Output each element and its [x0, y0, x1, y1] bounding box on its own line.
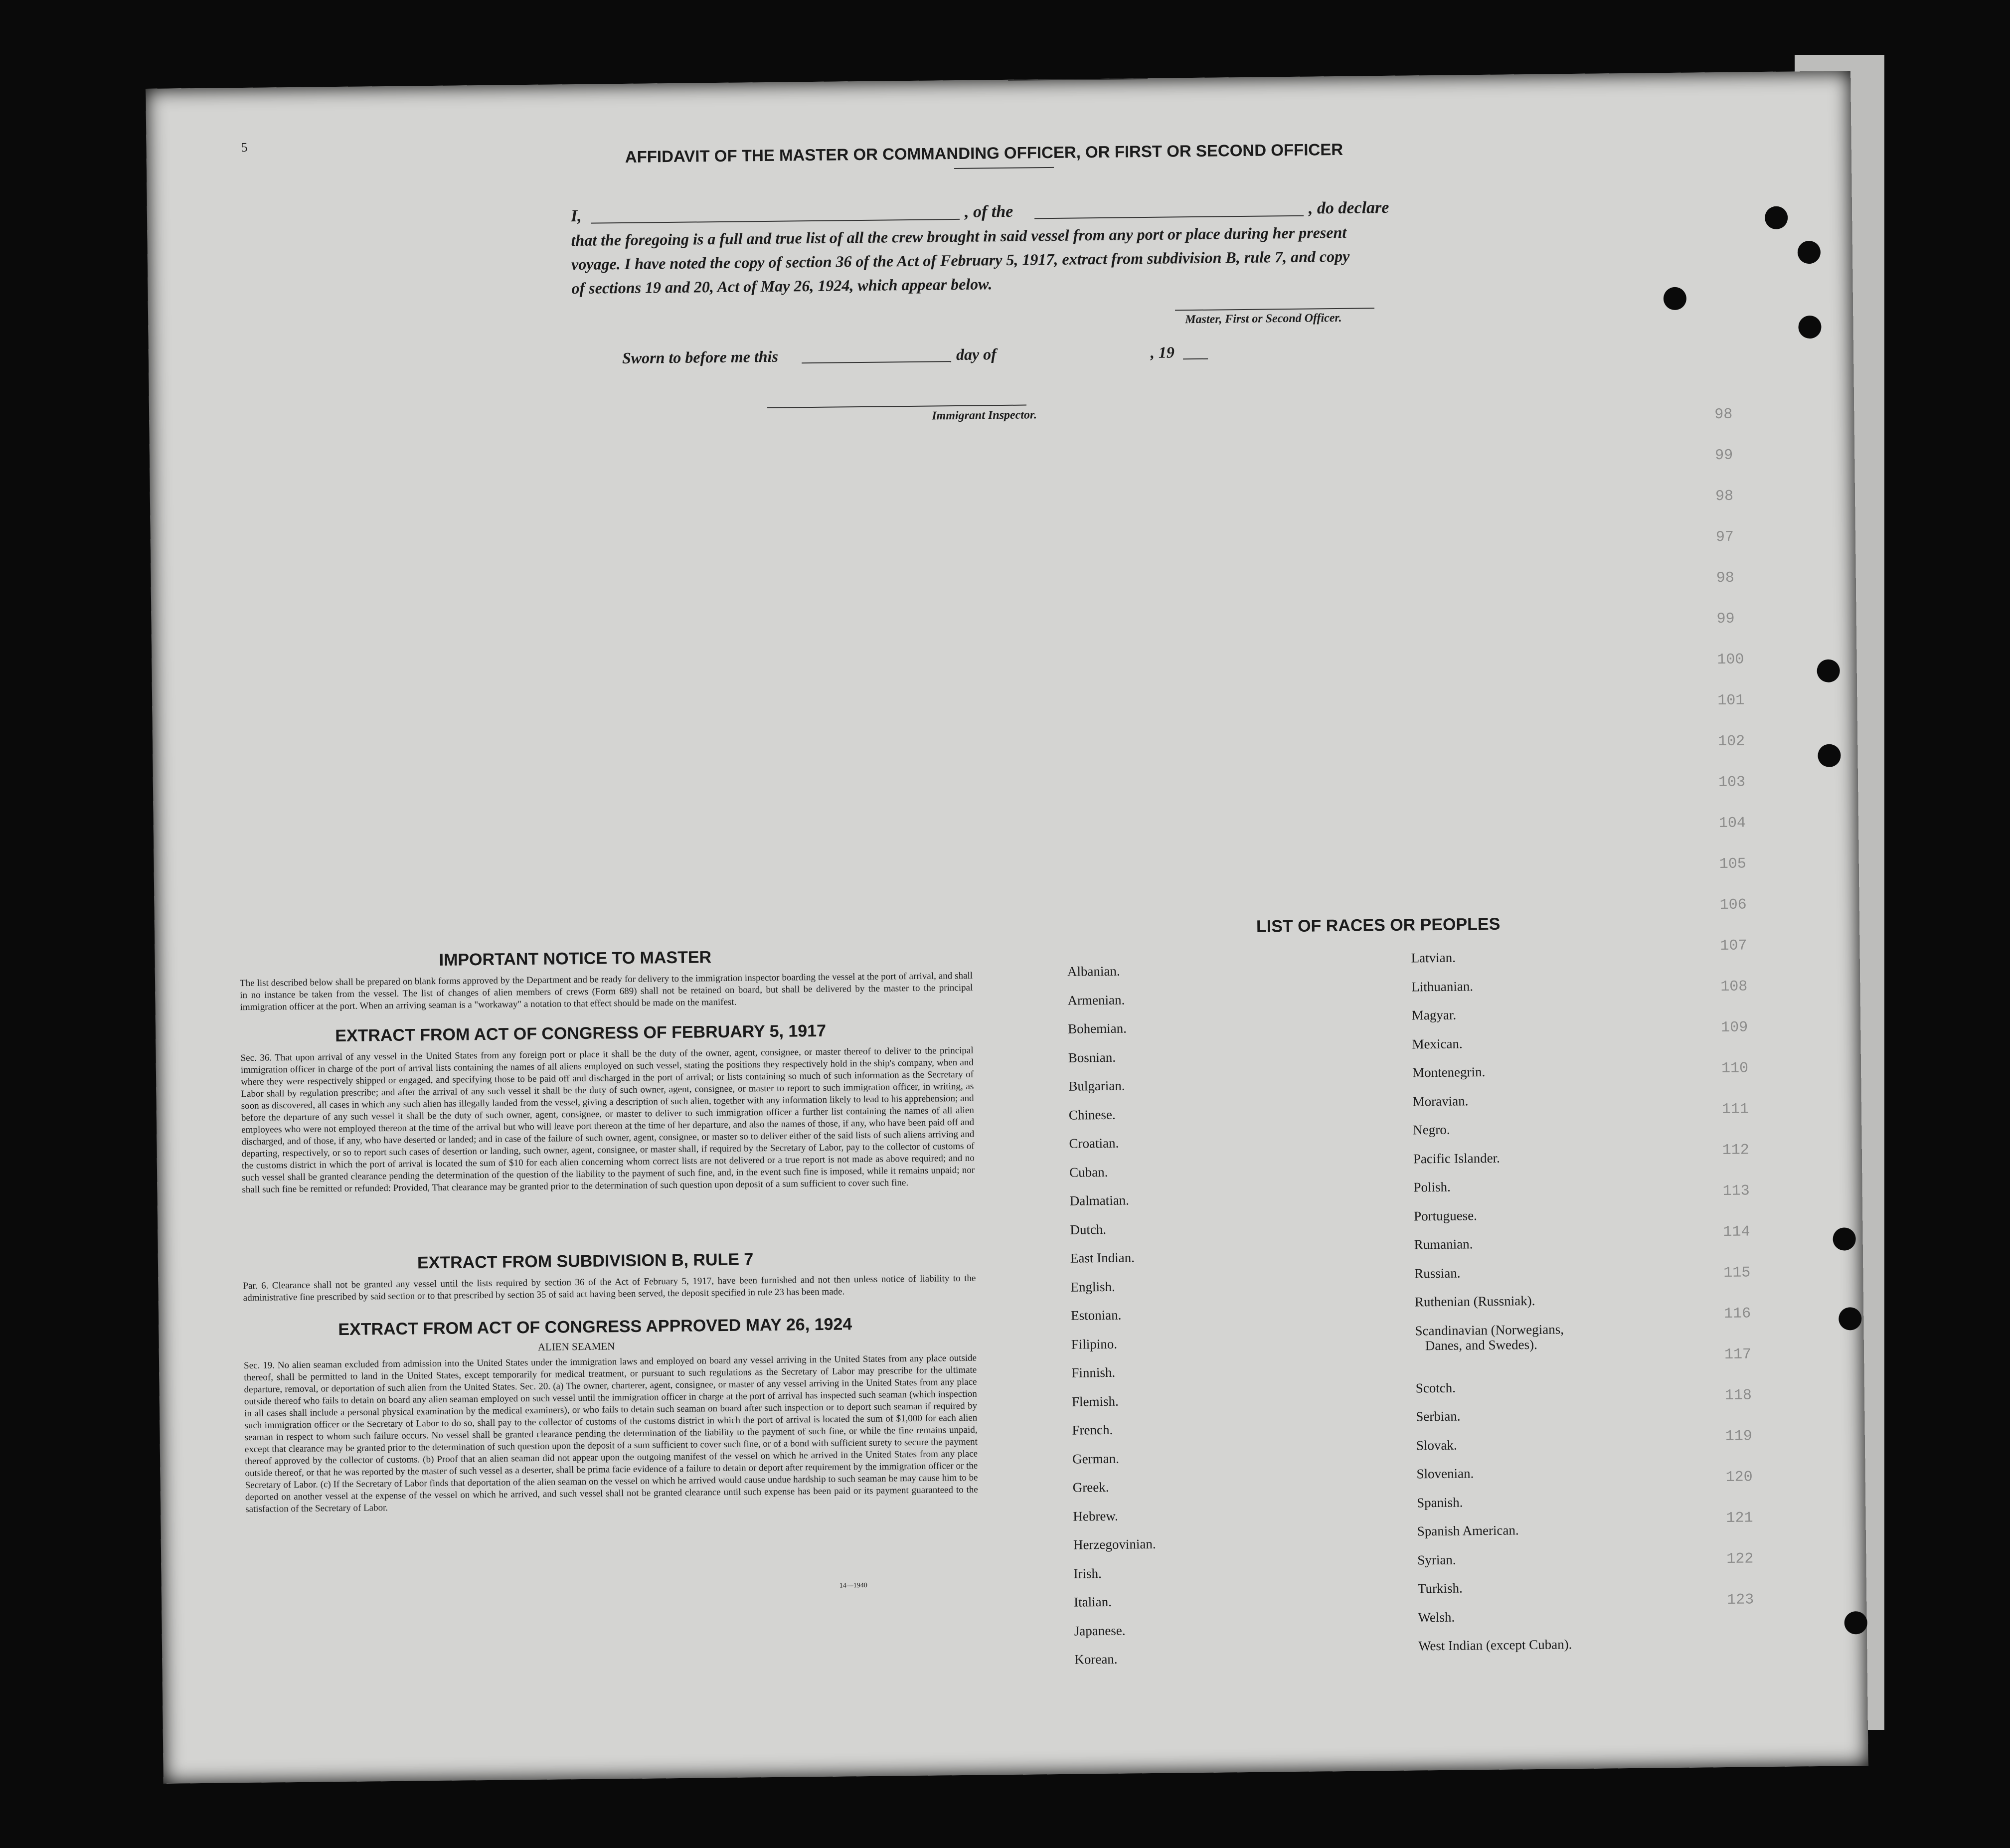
binder-hole: [1817, 659, 1840, 682]
row-number: 121: [1726, 1510, 1753, 1527]
race-item: Irish.: [1073, 1565, 1102, 1581]
race-item: Dutch.: [1070, 1221, 1107, 1237]
race-item: Bulgarian.: [1068, 1078, 1125, 1094]
race-item: Estonian.: [1071, 1307, 1122, 1323]
affidavit-declare: , do declare: [1308, 198, 1389, 218]
row-number: 102: [1718, 733, 1745, 751]
row-number: 122: [1726, 1550, 1754, 1568]
extract-1917-title: EXTRACT FROM ACT OF CONGRESS OF FEBRUARY 5, 1917: [335, 1021, 827, 1046]
binder-hole: [1839, 1307, 1861, 1330]
race-item: Cuban.: [1069, 1164, 1108, 1180]
race-item: West Indian (except Cuban).: [1418, 1637, 1572, 1654]
race-item: Polish.: [1413, 1179, 1451, 1195]
signature-caption: Master, First or Second Officer.: [1185, 311, 1342, 327]
race-item: Magyar.: [1411, 1007, 1457, 1023]
race-item: Scandinavian (Norwegians,: [1415, 1321, 1564, 1338]
form-number: 14—1940: [839, 1582, 867, 1590]
row-number: 99: [1714, 447, 1733, 465]
sworn-day-line: [802, 361, 951, 363]
race-item: Spanish American.: [1417, 1522, 1519, 1539]
vessel-line: [1034, 215, 1304, 219]
race-item: Russian.: [1414, 1265, 1461, 1281]
race-item: Armenian.: [1067, 992, 1125, 1008]
race-item: Negro.: [1413, 1122, 1450, 1138]
row-number: 108: [1720, 978, 1748, 996]
row-number: 101: [1717, 692, 1745, 710]
race-item: French.: [1072, 1422, 1113, 1438]
affidavit-line-3: voyage. I have noted the copy of section 36 of the Act of February 5, 1917, extract from subdivision B, rule 7, and copy: [571, 247, 1350, 274]
row-number: 120: [1725, 1469, 1753, 1486]
races-left-column: [1067, 963, 1158, 1680]
race-item: Slovenian.: [1416, 1466, 1474, 1482]
race-item: Welsh.: [1418, 1609, 1455, 1625]
race-item: Latvian.: [1411, 950, 1456, 966]
row-number: 98: [1715, 488, 1734, 505]
row-number: 115: [1723, 1264, 1751, 1282]
row-number: 104: [1718, 815, 1746, 833]
row-number: 114: [1723, 1223, 1750, 1241]
race-item: Italian.: [1074, 1594, 1112, 1610]
row-number: 98: [1714, 406, 1733, 424]
sworn-month-line: [1008, 78, 1148, 81]
races-right-column: [1411, 949, 1572, 1667]
row-number: 118: [1724, 1387, 1752, 1404]
race-item: Croatian.: [1069, 1135, 1119, 1151]
affidavit-line-4: of sections 19 and 20, Act of May 26, 1924, which appear below.: [571, 275, 993, 298]
signature-line: [1175, 308, 1374, 311]
inspector-line: [767, 405, 1026, 408]
row-number: 113: [1722, 1182, 1750, 1200]
inspector-caption: Immigrant Inspector.: [932, 408, 1037, 423]
race-item: Turkish.: [1417, 1580, 1463, 1596]
extract-1924-text: Sec. 19. No alien seaman excluded from admission into the United States under the immigration laws and employed on board any vessel arriving in the United States from any place outside thereof, shall be permitted to land in the United States, except temporarily for medical treatment, or pursuant to such regulations as the Secretary of Labor may prescribe for the ultimate departure, removal, or deportation of such alien from the United States. Sec. 20. (a) The owner, charterer, agent, consignee, or master of any vessel arriving in the United States from any place outside thereof who fails to detain on board any alien seaman employed on such vessel until the immigration officer in charge at the port of arrival has inspected such seaman (which inspection in all cases shall include a personal physical examination by the medical examiners), or who fails to detain such seaman on board after such inspection or to deport such seaman if required by such immigration officer or the Secretary of Labor to do so, shall pay to the collector of customs of the customs district in which the port of arrival is located the sum of $1,000 for each alien seaman in respect to whom such failure occurs. No vessel shall be granted clearance pending the determination of the liability to the payment of such fine, or while the fine remains unpaid, except that clearance may be granted prior to the determination of such question upon the deposit of a sum sufficient to cover such fine, or of a bond with sufficient surety to secure the payment thereof approved by the collector of customs. (b) Proof that an alien seaman did not appear upon the outgoing manifest of the vessel on which he arrived in the United States from any place outside thereof, or that he was reported by the master of such vessel as a deserter, shall be prima facie evidence of a failure to detain or deport after requirement by the immigration officer or the Secretary of Labor. (c) If the Secretary of Labor finds that deportation of the alien seaman on the vessel on which he arrived would cause undue hardship to such seaman he may cause him to be deported on another vessel at the expense of the vessel on which he arrived, and such vessel shall not be granted clearance until such expense has been paid or its payment guaranteed to the satisfaction of the Secretary of Labor.: [244, 1352, 978, 1515]
race-item: Herzegovinian.: [1073, 1536, 1156, 1552]
race-item: Japanese.: [1074, 1623, 1126, 1639]
row-number: 111: [1721, 1101, 1749, 1119]
race-item: Moravian.: [1412, 1093, 1469, 1109]
race-item: Lithuanian.: [1411, 978, 1474, 995]
binder-hole: [1844, 1611, 1867, 1634]
sworn-year: , 19: [1150, 343, 1175, 361]
extract-1924-title: EXTRACT FROM ACT OF CONGRESS APPROVED MAY 26, 1924: [338, 1315, 852, 1340]
race-item: Scotch.: [1415, 1380, 1456, 1395]
extract-rule7-title: EXTRACT FROM SUBDIVISION B, RULE 7: [417, 1250, 754, 1273]
row-number: 106: [1719, 896, 1747, 914]
document-page: [146, 71, 1868, 1784]
race-item: Pacific Islander.: [1413, 1150, 1500, 1166]
affidavit-of-the: , of the: [964, 202, 1013, 221]
row-number: 99: [1716, 610, 1735, 628]
row-number: 110: [1721, 1060, 1749, 1078]
race-item: Finnish.: [1071, 1364, 1116, 1380]
affidavit-line-2: that the foregoing is a full and true list of all the crew brought in said vessel from any port or place during her present: [571, 223, 1347, 250]
affidavit-i: I,: [570, 206, 582, 226]
page-number: 5: [241, 140, 248, 155]
binder-hole: [1798, 316, 1821, 338]
race-item: Albanian.: [1067, 963, 1120, 979]
race-item: Filipino.: [1071, 1336, 1118, 1352]
race-item: Hebrew.: [1073, 1508, 1118, 1524]
row-number: 117: [1724, 1346, 1752, 1363]
race-item: German.: [1072, 1451, 1120, 1467]
row-number: 112: [1722, 1142, 1749, 1159]
race-item: Flemish.: [1071, 1393, 1119, 1409]
race-item: Slovak.: [1416, 1437, 1457, 1453]
race-item: Bohemian.: [1067, 1020, 1127, 1036]
row-number: 97: [1715, 528, 1734, 546]
race-item: Spanish.: [1416, 1494, 1463, 1510]
row-number: 109: [1721, 1019, 1748, 1037]
binder-hole: [1664, 287, 1686, 310]
race-item: Korean.: [1074, 1651, 1118, 1667]
row-number: 105: [1719, 855, 1746, 873]
binder-hole: [1833, 1227, 1855, 1250]
races-title: LIST OF RACES OR PEOPLES: [1256, 914, 1501, 936]
sworn-year-line: [1183, 358, 1208, 360]
race-item: Rumanian.: [1414, 1236, 1473, 1252]
race-item: English.: [1070, 1279, 1115, 1295]
race-item: Dalmatian.: [1069, 1192, 1130, 1208]
row-number: 116: [1724, 1305, 1751, 1323]
row-number: 119: [1725, 1428, 1752, 1445]
extract-1917-text: Sec. 36. That upon arrival of any vessel in the United States from any foreign port or place it shall be the duty of the owner, agent, consignee, or master thereof to deliver to the principal immigration officer in charge of the port of arrival lists containing the names of all aliens employed on such vessel, stating the positions they respectively hold in the ship's company, when and where they were respectively shipped or engaged, and specifying those to be paid off and discharged in the port of arrival; or lists containing so much of such information as the Secretary of Labor shall by regulation prescribe; and after the arrival of any such vessel it shall be the duty of such owner, agent, consignee, or master to report to such immigration officer, in writing, as soon as discovered, all cases in which any such alien has illegally landed from the vessel, giving a description of such alien, together with any information likely to lead to his apprehension; and before the departure of any such vessel it shall be the duty of such owner, agent, consignee, or master to deliver to such immigration officer a further list containing the names of all alien employees who were not employed thereon at the time of the arrival but who will leave port thereon at the time of her departure, and also the names of those, if any, who have been paid off and discharged, and of those, if any, who have deserted or landed; and in case of the failure of such owner, agent, consignee, or master so to deliver either of the said lists of such aliens arriving and departing, respectively, or so to report such cases of desertion or landing, such owner, agent, consignee, or master shall, if required by the Secretary of Labor, pay to the collector of customs of the customs district in which the port of arrival is located the sum of $10 for each alien concerning whom correct lists are not delivered or a true report is not made as above required; and no such vessel shall be granted clearance pending the determination of the question of the liability to the payment of such fine, and, in the event such fine is imposed, while it remains unpaid; nor shall such fine be remitted or refunded: Provided, That clearance may be granted prior to the determination of such question upon deposit of a sum sufficient to cover such fine.: [240, 1045, 975, 1195]
alien-seamen-subtitle: ALIEN SEAMEN: [537, 1340, 615, 1353]
race-item: Serbian.: [1416, 1408, 1461, 1424]
race-item: Mexican.: [1412, 1035, 1463, 1052]
row-number: 123: [1727, 1591, 1754, 1609]
sworn-prefix: Sworn to before me this: [622, 347, 779, 367]
race-item: Chinese.: [1068, 1107, 1116, 1123]
sworn-day-of: day of: [956, 345, 997, 364]
row-number: 107: [1720, 937, 1747, 955]
race-item: Danes, and Swedes).: [1425, 1337, 1537, 1353]
race-item: Bosnian.: [1068, 1049, 1116, 1065]
race-item: Portuguese.: [1413, 1207, 1477, 1223]
row-number: 100: [1717, 651, 1744, 669]
binder-hole: [1765, 206, 1788, 229]
row-number: 103: [1718, 774, 1746, 792]
bleed-through-row-numbers: [1714, 406, 1762, 1633]
binder-hole: [1818, 744, 1841, 767]
extract-rule7-text: Par. 6. Clearance shall not be granted any vessel until the lists required by section 36 of the Act of February 5, 1917, have been furnished and not then unless notice of liability to the administrative fine prescribed by said section or to that prescribed by section 35 of said act having been served, the deposit specified in rule 23 has been made.: [243, 1273, 976, 1304]
important-notice-text: The list described below shall be prepared on blank forms approved by the Department and be ready for delivery to the immigration inspector boarding the vessel at the port of arrival, and shall in no instance be taken from the vessel. The list of changes of alien members of crews (Form 689) shall not be retained on board, but shall be delivered by the master to the principal immigration officer at the port. When an arriving seaman is a "workaway" a notation to that effect should be made on the manifest.: [239, 970, 973, 1013]
race-item: Ruthenian (Russniak).: [1414, 1293, 1535, 1310]
race-item: East Indian.: [1070, 1250, 1135, 1266]
binder-hole: [1798, 241, 1821, 264]
row-number: 98: [1716, 569, 1734, 587]
race-item: Montenegrin.: [1412, 1064, 1486, 1080]
important-notice-title: IMPORTANT NOTICE TO MASTER: [439, 948, 712, 970]
name-line: [591, 219, 960, 224]
affidavit-title: AFFIDAVIT OF THE MASTER OR COMMANDING OFFICER, OR FIRST OR SECOND OFFICER: [625, 140, 1343, 166]
race-item: Greek.: [1072, 1479, 1109, 1495]
title-underline: [954, 167, 1054, 169]
race-item: Syrian.: [1417, 1552, 1456, 1567]
